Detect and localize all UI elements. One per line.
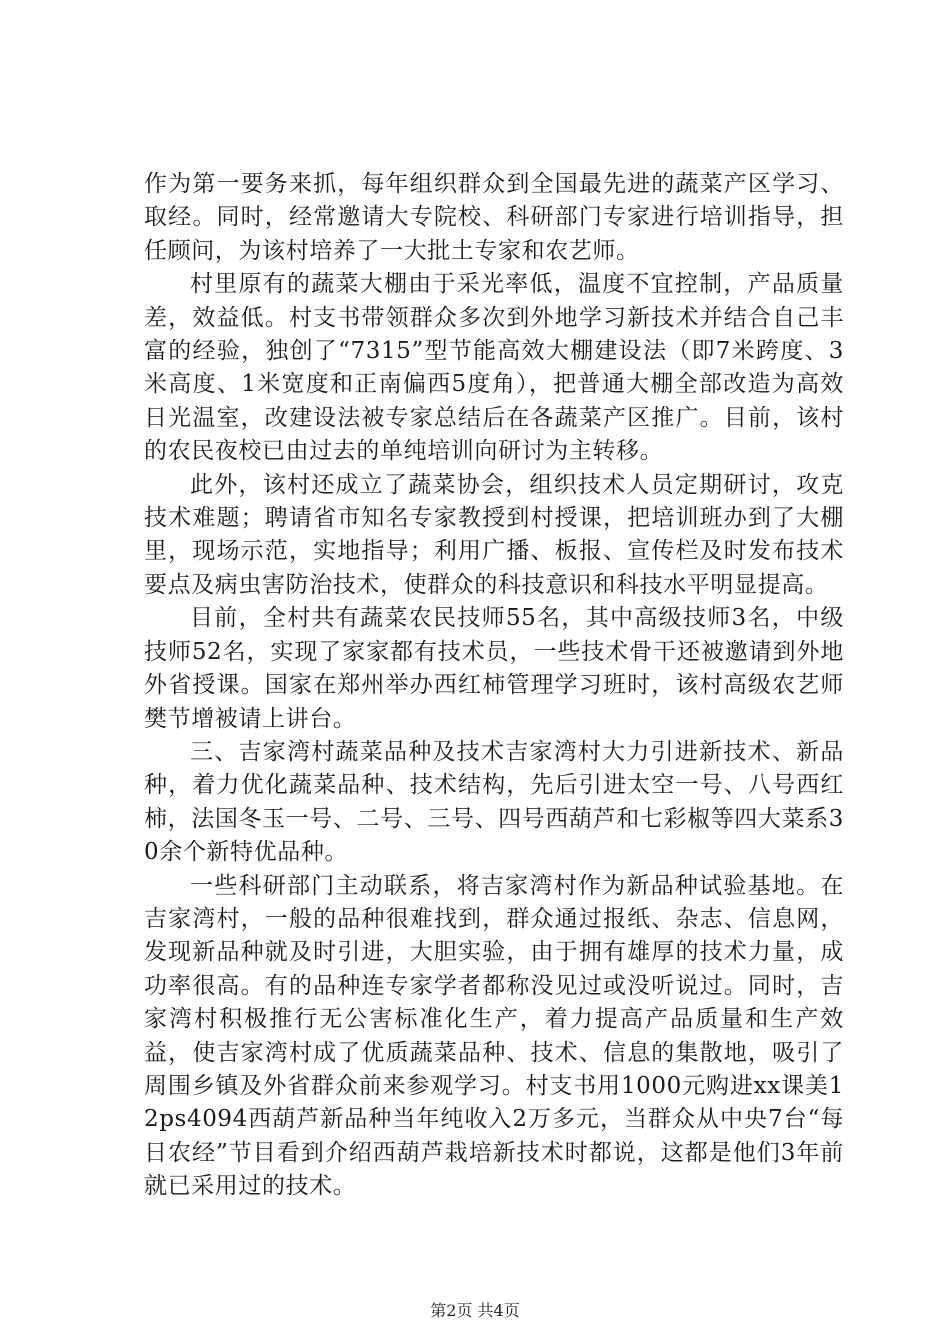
paragraph-association: 此外，该村还成立了蔬菜协会，组织技术人员定期研讨，攻克技术难题；聘请省市知名专家教授到村授课，把培训班办到了大棚里，现场示范，实地指导；利用广播、板报、宣传栏及时发布技术要点及病虫害防治技术，使群众的科技意识和科技水平明显提高。 — [144, 471, 844, 598]
paragraph-technicians: 目前，全村共有蔬菜农民技师55名，其中高级技师3名，中级技师52名，实现了家家都有技术员，一些技术骨干还被邀请到外地外省授课。国家在郑州举办西红柿管理学习班时，该村高级农艺师樊节增被请上讲台。 — [144, 605, 844, 732]
paragraph-continuation: 作为第一要务来抓，每年组织群众到全国最先进的蔬菜产区学习、取经。同时，经常邀请大专院校、科研部门专家进行培训指导，担任顾问，为该村培养了一大批土专家和农艺师。 — [144, 171, 844, 264]
paragraph-research-base: 一些科研部门主动联系，将吉家湾村作为新品种试验基地。在吉家湾村，一般的品种很难找到，群众通过报纸、杂志、信息网，发现新品种就及时引进，大胆实验，由于拥有雄厚的技术力量，成功率很高。有的品种连专家学者都称没见过或没听说过。同时，吉家湾村积极推行无公害标准化生产，着力提高产品质量和生产效益，使吉家湾村成了优质蔬菜品种、技术、信息的集散地，吸引了周围乡镇及外省群众前来参观学习。村支书用1000元购进xx课美12ps4094西葫芦新品种当年纯收入2万多元，当群众从中央7台“每日农经”节目看到介绍西葫芦栽培新技术时都说，这都是他们3年前就已采用过的技术。 — [144, 872, 844, 1200]
body-text — [144, 168, 844, 1204]
paragraph-greenhouse: 村里原有的蔬菜大棚由于采光率低，温度不宜控制，产品质量差，效益低。村支书带领群众多次到外地学习新技术并结合自己丰富的经验，独创了“7315”型节能高效大棚建设法（即7米跨度、3米高度、1米宽度和正南偏西5度角），把普通大棚全部改造为高效日光温室，改建设法被专家总结后在各蔬菜产区推广。目前，该村的农民夜校已由过去的单纯培训向研讨为主转移。 — [144, 271, 844, 465]
page-number-footer: 第2页 共4页 — [430, 1301, 520, 1320]
paragraph-varieties: 三、吉家湾村蔬菜品种及技术吉家湾村大力引进新技术、新品种，着力优化蔬菜品种、技术结构，先后引进太空一号、八号西红柿，法国冬玉一号、二号、三号、四号西葫芦和七彩椒等四大菜系30余个新特优品种。 — [144, 738, 844, 866]
